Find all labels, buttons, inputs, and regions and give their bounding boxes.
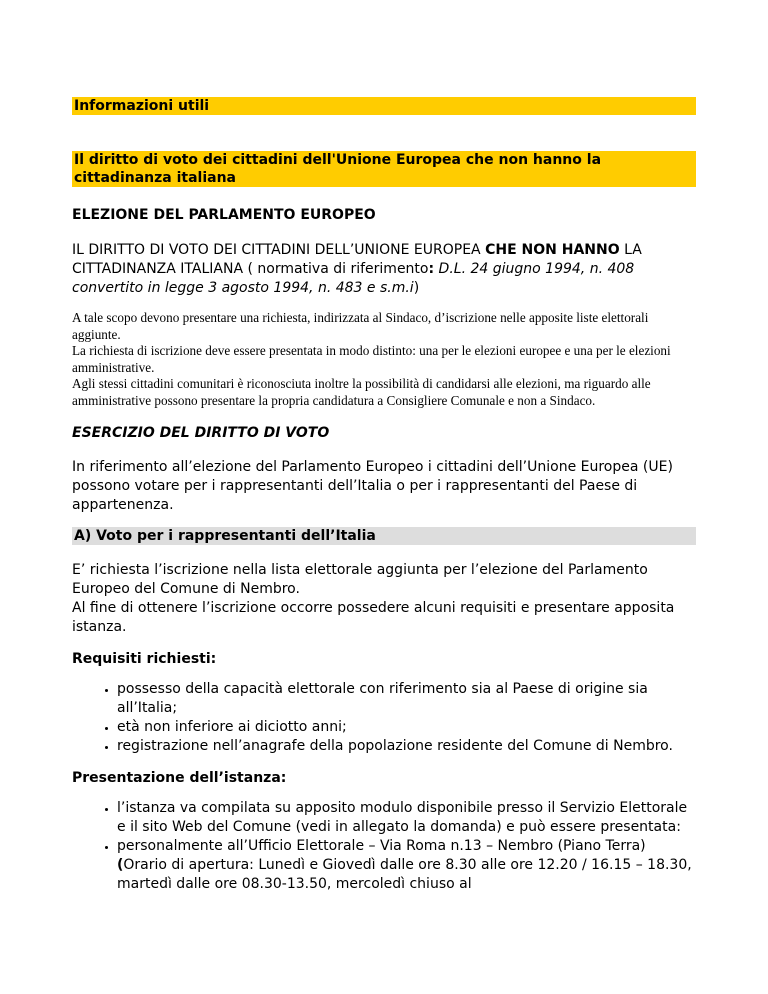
requirements-list: [72, 680, 696, 756]
section-info-heading: Informazioni utili: [72, 97, 696, 115]
list-item: • personalmente all’Ufficio Elettorale – Via Roma n.13 – Nembro (Piano Terra) (Orario di apertura: Lunedì e Giovedì dalle ore 8.30 alle ore 12.20 / 16.15 – 18.30, martedì dalle ore 08.30-13.50, mercoledì chiuso al: [117, 837, 696, 894]
list-item: • età non inferiore ai diciotto anni;: [117, 718, 696, 737]
section-a-text-1: E’ richiesta l’iscrizione nella lista elettorale aggiunta per l’elezione del Parlamento Europeo del Comune di Nembro.: [72, 561, 648, 597]
exercise-text: In riferimento all’elezione del Parlamento Europeo i cittadini dell’Unione Europea (UE) possono votare per i rappresentanti dell’Italia o per i rappresentanti del Paese di appartenenza.: [72, 458, 673, 513]
submission-list: [72, 799, 696, 894]
document-body: [72, 97, 696, 894]
section-a-text-2: Al fine di ottenere l’iscrizione occorre possedere alcuni requisiti e presentare apposita istanza.: [72, 599, 675, 635]
serif-paragraph-3: Agli stessi cittadini comunitari è riconosciuta inoltre la possibilità di candidarsi alle elezioni, ma riguardo alle amministrative possono presentare la propria candidatura a Consigliere Comunale e non a Sindaco.: [72, 376, 651, 408]
election-heading: ELEZIONE DEL PARLAMENTO EUROPEO: [72, 207, 376, 223]
requirements-heading: Requisiti richiesti:: [72, 650, 217, 667]
section-a-heading: A) Voto per i rappresentanti dell’Italia: [72, 527, 696, 545]
intro-paragraph: IL DIRITTO DI VOTO DEI CITTADINI DELL’UNIONE EUROPEA CHE NON HANNO LA CITTADINANZA ITALIANA ( normativa di riferimento: D.L. 24 giugno 1994, n. 408 convertito in legge 3 agosto 1994, n. 483 e s.m.i): [72, 242, 642, 296]
list-item: • possesso della capacità elettorale con riferimento sia al Paese di origine sia all’Italia;: [117, 680, 696, 718]
serif-paragraph-2: La richiesta di iscrizione deve essere presentata in modo distinto: una per le elezioni europee e una per le elezioni amministrative.: [72, 343, 671, 375]
exercise-heading: ESERCIZIO DEL DIRITTO DI VOTO: [72, 424, 330, 441]
list-item: • registrazione nell’anagrafe della popolazione residente del Comune di Nembro.: [117, 737, 696, 756]
list-item: • l’istanza va compilata su apposito modulo disponibile presso il Servizio Elettorale e il sito Web del Comune (vedi in allegato la domanda) e può essere presentata:: [117, 799, 696, 837]
submission-heading: Presentazione dell’istanza:: [72, 769, 287, 786]
serif-paragraph-1: A tale scopo devono presentare una richiesta, indirizzata al Sindaco, d’iscrizione nelle apposite liste elettorali aggiunte.: [72, 310, 649, 342]
section-title-heading: Il diritto di voto dei cittadini dell'Unione Europea che non hanno la cittadinanza italiana: [72, 151, 696, 187]
